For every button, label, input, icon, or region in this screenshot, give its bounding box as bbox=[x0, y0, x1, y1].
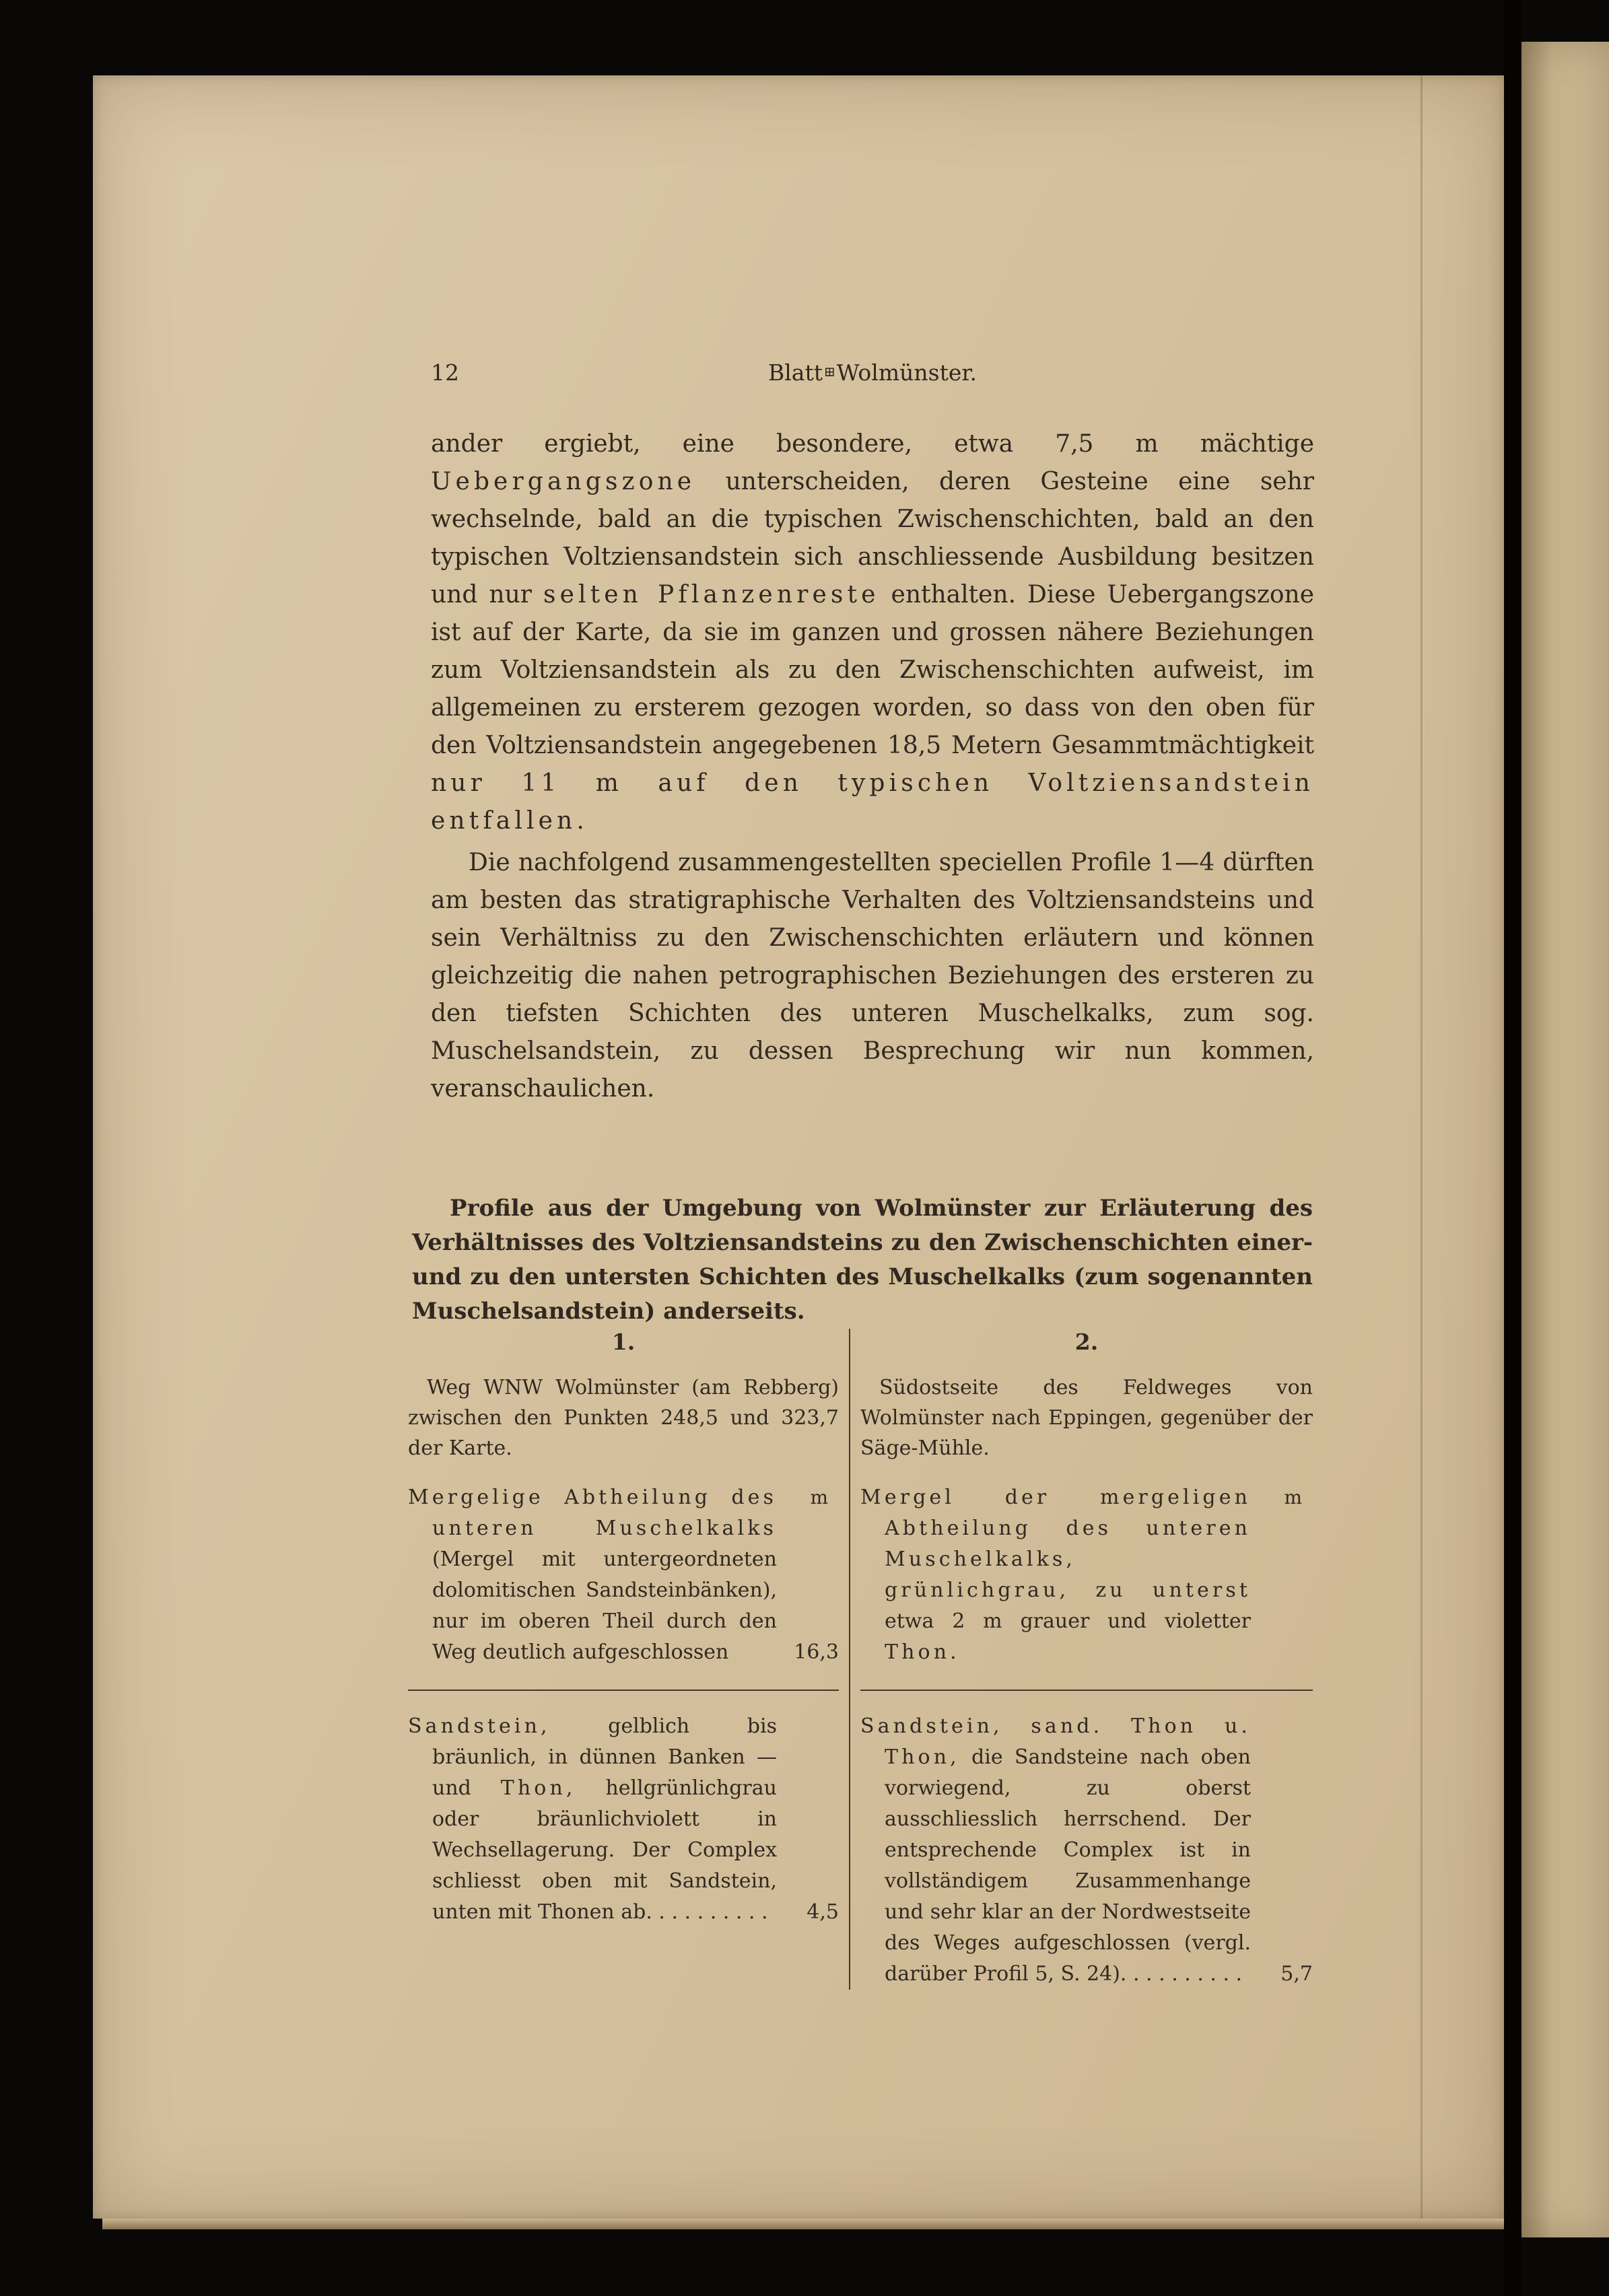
running-title-post: Wolmünster. bbox=[836, 359, 978, 386]
entry-text: Sandstein, gelblich bis bräunlich, in dünnen Banken — und Thon, hellgrünlichgrau oder bräunlichviolett in Wechsellagerung. Der Complex schliesst oben mit Sandstein, unten mit Thonen ab. . . . . . . . . . bbox=[408, 1714, 777, 1924]
profile-1-number: 1. bbox=[611, 1329, 636, 1355]
column-divider bbox=[849, 1329, 850, 1990]
entry-text: Mergel der mergeligen Abtheilung des unteren Muschelkalks, grünlichgrau, zu unterst etwa 2 m grauer und violetter Thon. bbox=[860, 1486, 1251, 1664]
thickness-value: 16,3 bbox=[794, 1640, 839, 1664]
profile-1-entry-2 bbox=[408, 1711, 839, 1928]
profile-2 bbox=[860, 1329, 1313, 1990]
sheet-grid-icon: ⊞ bbox=[823, 363, 835, 380]
thickness-value: 4,5 bbox=[807, 1900, 839, 1924]
unit-label: m bbox=[1284, 1486, 1302, 1508]
page-gap-shadow bbox=[1504, 0, 1521, 2296]
profile-1-entry-1 bbox=[408, 1482, 839, 1668]
page-bottom-edge bbox=[102, 2219, 1504, 2229]
entry-text: Sandstein, sand. Thon u. Thon, die Sandsteine nach oben vorwiegend, zu oberst ausschliesslich herrschend. Der entsprechende Complex ist in vollständigem Zusammenhange und sehr klar an der Nordwestseite des Weges aufgeschlossen (vergl. darüber Profil 5, S. 24). . . . . . . . . . bbox=[860, 1714, 1251, 1986]
entry-separator bbox=[860, 1690, 1313, 1691]
entry-text: Mergelige Abtheilung des unteren Muschelkalks (Mergel mit untergeordneten dolomitischen Sandsteinbänken), nur im oberen Theil durch den Weg deutlich aufgeschlossen bbox=[408, 1486, 777, 1664]
profile-2-entry-2 bbox=[860, 1711, 1313, 1990]
thickness-value: 5,7 bbox=[1280, 1962, 1313, 1986]
page-crease bbox=[1420, 75, 1423, 2219]
profile-2-entry-1 bbox=[860, 1482, 1313, 1668]
page-header bbox=[431, 359, 1314, 386]
adjacent-page-edge bbox=[1521, 42, 1609, 2237]
unit-label: m bbox=[810, 1486, 828, 1508]
running-title bbox=[431, 359, 1314, 386]
entry-separator bbox=[408, 1690, 839, 1691]
page-number: 12 bbox=[431, 359, 459, 386]
paragraph-uebergangszone: ander ergiebt, eine besondere, etwa 7,5 m mächtige Uebergangszone unterscheiden, deren Gesteine eine sehr wechselnde, bald an die typischen Zwischenschichten, bald an den typischen Voltziensandstein sich anschliessende Ausbildung besitzen und nur selten Pflanzenreste enthalten. Diese Uebergangszone ist auf der Karte, da sie im ganzen und grossen nähere Beziehungen zum Voltziensandstein als zu den Zwischenschichten aufweist, im allgemeinen zu ersterem gezogen worden, so dass von den oben für den Voltziensandstein angegebenen 18,5 Metern Gesammtmächtigkeit nur 11 m auf den typischen Voltziensandstein entfallen. bbox=[431, 430, 1314, 835]
page-content bbox=[93, 75, 1504, 2219]
profile-1 bbox=[408, 1329, 839, 1990]
profiles-table bbox=[408, 1329, 1313, 1990]
profiles-heading: Profile aus der Umgebung von Wolmünster zur Erläuterung des Verhältnisses des Voltziensandsteins zu den Zwischenschichten einer- und zu den untersten Schichten des Muschelkalks (zum sogenannten Muschelsandstein) anderseits. bbox=[412, 1195, 1313, 1325]
profile-2-number: 2. bbox=[1074, 1329, 1099, 1355]
paragraph-profile-intro: Die nachfolgend zusammengestellten speciellen Profile 1—4 dürften am besten das stratigraphische Verhalten des Voltziensandsteins und sein Verhältniss zu den Zwischenschichten erläutern und können gleichzeitig die nahen petrographischen Beziehungen des ersteren zu den tiefsten Schichten des unteren Muschelkalks, zum sog. Muschelsandstein, zu dessen Besprechung wir nun kommen, veranschaulichen. bbox=[431, 849, 1314, 1103]
profile-2-location: Südostseite des Feldweges von Wolmünster nach Eppingen, gegenüber der Säge-Mühle. bbox=[860, 1376, 1313, 1460]
profile-1-location: Weg WNW Wolmünster (am Rebberg) zwischen den Punkten 248,5 und 323,7 der Karte. bbox=[408, 1376, 839, 1460]
running-title-pre: Blatt bbox=[767, 359, 823, 386]
